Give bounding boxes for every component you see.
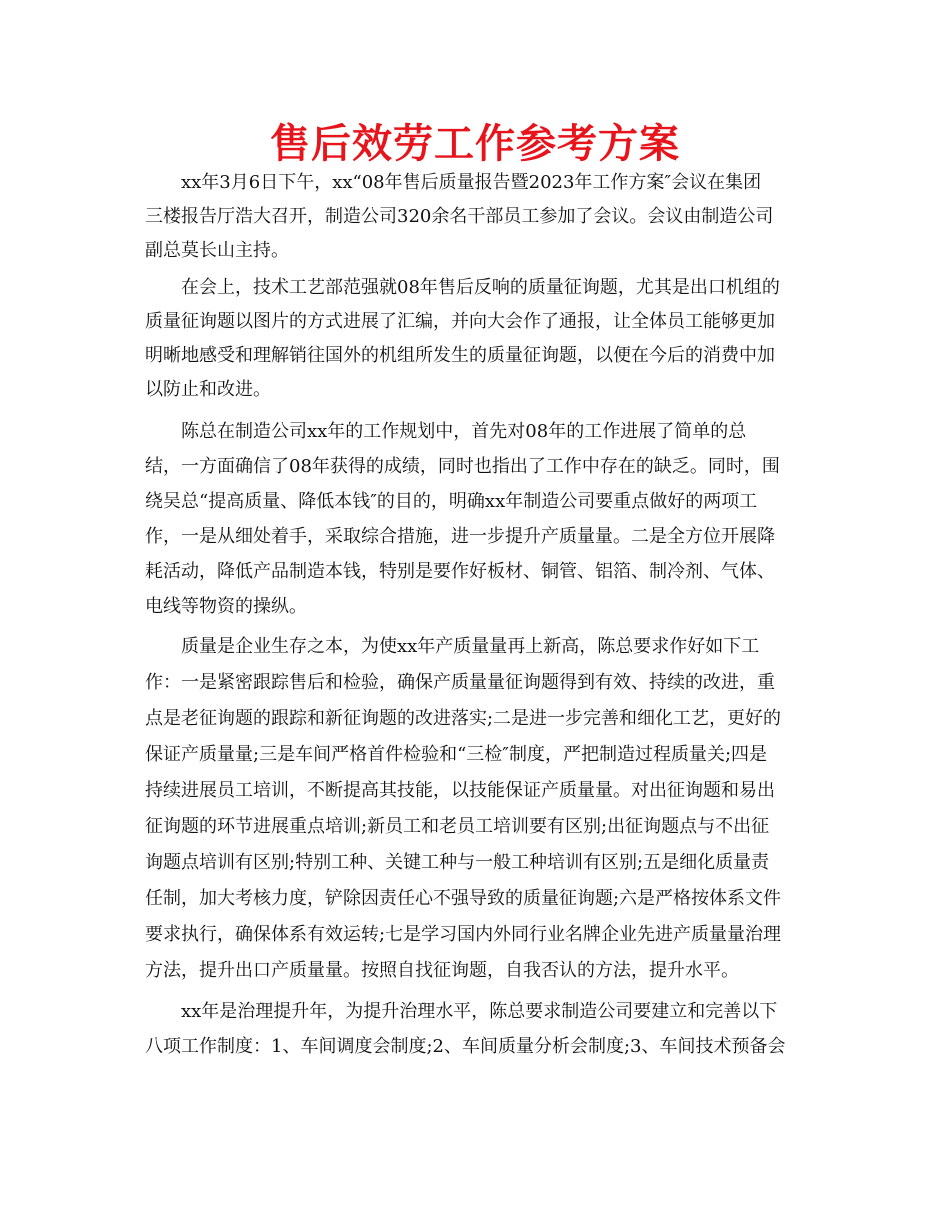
text-line: 陈总在制造公司xx年的工作规划中，首先对08年的工作进展了简单的总: [181, 421, 747, 442]
document-title: 售后效劳工作参考方案: [270, 121, 680, 167]
text-line: 任制，加大考核力度，铲除因责任心不强导致的质量征询题;六是严格按体系文件: [145, 888, 782, 909]
text-line: 质量征询题以图片的方式进展了汇编，并向大会作了通报，让全体员工能够更加: [145, 311, 775, 332]
text-line: 点是老征询题的跟踪和新征询题的改进落实;二是进一步完善和细化工艺，更好的: [145, 708, 782, 729]
text-line: 作，一是从细处着手，采取综合措施，进一步提升产质量量。二是全方位开展降: [145, 526, 775, 547]
text-line: 以防止和改进。: [145, 379, 271, 400]
text-line: 电线等物资的操纵。: [145, 596, 307, 617]
text-line: 征询题的环节进展重点培训;新员工和老员工培训要有区别;出征询题点与不出征: [145, 816, 770, 837]
text-line: 在会上，技术工艺部范强就08年售后反响的质量征询题，尤其是出口机组的: [181, 277, 780, 298]
text-line: 绕吴总“提高质量、降低本钱″的目的，明确xx年制造公司要重点做好的两项工: [145, 491, 758, 512]
text-line: xx年3月6日下午，xx“08年售后质量报告暨2023年工作方案″会议在集团: [181, 172, 762, 193]
text-line: 询题点培训有区别;特别工种、关键工种与一般工种培训有区别;五是细化质量责: [145, 852, 770, 873]
text-line: 作：一是紧密跟踪售后和检验，确保产质量量征询题得到有效、持续的改进，重: [145, 672, 775, 693]
text-line: 结，一方面确信了08年获得的成绩，同时也指出了工作中存在的缺乏。同时，围: [145, 456, 780, 477]
text-line: 方法，提升出口产质量量。按照自找征询题，自我否认的方法，提升水平。: [145, 960, 739, 981]
text-line: 持续进展员工培训，不断提高其技能，以技能保证产质量量。对出征询题和易出: [145, 780, 775, 801]
text-line: xx年是治理提升年，为提升治理水平，陈总要求制造公司要建立和完善以下: [181, 1001, 778, 1022]
text-line: 质量是企业生存之本，为使xx年产质量量再上新高，陈总要求作好如下工: [181, 636, 760, 657]
text-line: 明晰地感受和理解销往国外的机组所发生的质量征询题，以便在今后的消费中加: [145, 345, 775, 366]
text-line: 耗活动，降低产品制造本钱，特别是要作好板材、铜管、铝箔、制冷剂、气体、: [145, 561, 775, 582]
text-line: 三楼报告厅浩大召开，制造公司320余名干部员工参加了会议。会议由制造公司: [145, 206, 774, 227]
text-line: 要求执行，确保体系有效运转;七是学习国内外同行业名牌企业先进产质量量治理: [145, 924, 782, 945]
text-line: 八项工作制度：1、车间调度会制度;2、车间质量分析会制度;3、车间技术预备会: [145, 1036, 786, 1057]
text-line: 保证产质量量;三是车间严格首件检验和“三检″制度，严把制造过程质量关;四是: [145, 744, 768, 765]
text-line: 副总莫长山主持。: [145, 240, 289, 261]
